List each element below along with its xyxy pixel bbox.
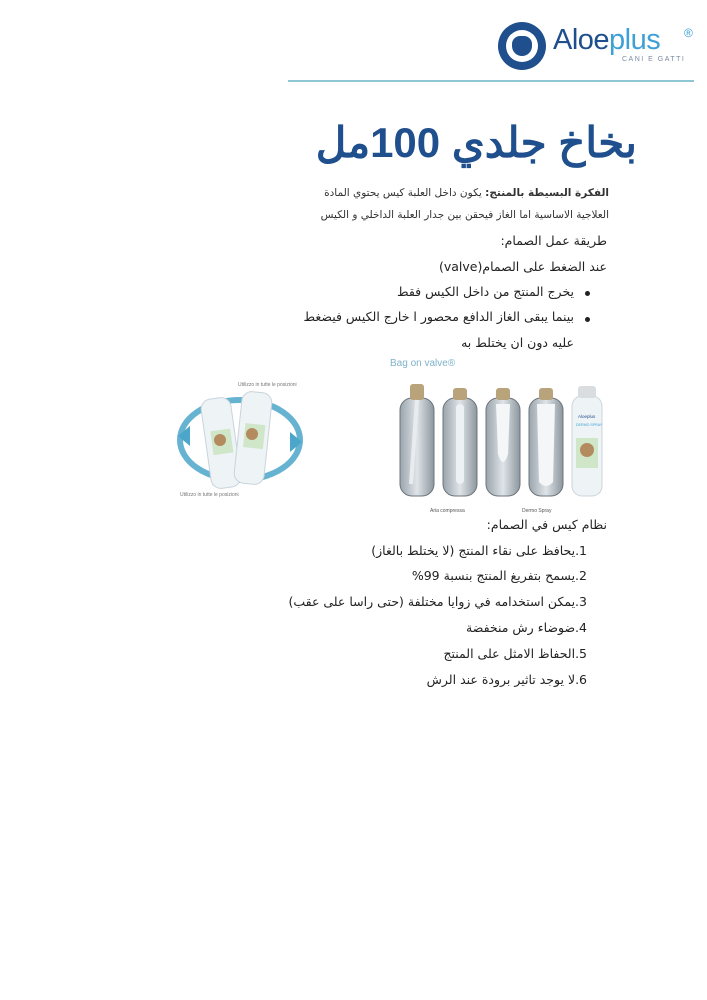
valve-bullet-1: يخرج المنتج من داخل الكيس فقط	[396, 284, 574, 299]
benefit-item-2: 2.يسمح بتفريغ المنتج بنسبة 99%	[411, 568, 587, 583]
logo-tagline: CANI E GATTI	[622, 56, 686, 63]
benefit-item-6: 6.لا يوجد تاثير برودة عند الرش	[426, 672, 587, 687]
benefit-item-1: 1.يحافظ على نقاء المنتج (لا يختلط بالغاز)	[371, 543, 587, 558]
intro-text-1: يكون داخل العلبة كيس يحتوي المادة	[324, 187, 482, 199]
intro-line-2: العلاجية الاساسية اما الغاز فيحقن بين جدار العلبة الداخلي و الكيس	[320, 209, 609, 221]
logo-plus-text: plus	[609, 24, 661, 56]
rotation-product-image	[176, 378, 304, 500]
bag-on-valve-label: Bag on valve®	[390, 358, 456, 369]
valve-bullet-2: بينما يبقى الغاز الدافع محصور ا خارج الكيس فيضغط	[303, 309, 574, 324]
valve-heading: طريقة عمل الصمام:	[500, 233, 607, 248]
benefit-item-4: 4.ضوضاء رش منخفضة	[466, 620, 587, 635]
intro-line-1	[324, 187, 609, 199]
can-product-text: DERMO SPRAY	[576, 423, 603, 427]
benefit-item-3: 3.يمكن استخدامه في زوايا مختلفة (حتى راسا على عقب)	[288, 594, 587, 609]
logo-wordmark	[553, 24, 660, 57]
can-brand-text: Aloeplus	[578, 414, 596, 419]
valve-subheading: عند الضغط على الصمام(valve)	[438, 259, 607, 274]
logo-icon	[498, 22, 546, 70]
bullet-dot	[585, 291, 590, 296]
intro-label: الفكرة البسيطة بالمنتج:	[485, 187, 609, 199]
bag-on-valve-diagram	[388, 374, 610, 516]
page-title: بخاخ جلدي 100مل	[315, 119, 637, 166]
arrow-text-top: Utilizzo in tutte le posizioni	[238, 382, 297, 388]
bullet-dot	[585, 317, 590, 322]
logo-main-text: Aloe	[553, 24, 610, 56]
benefit-item-5: 5.الحفاظ الامثل على المنتج	[443, 646, 587, 661]
caption-dermo: Dermo Spray	[522, 508, 552, 514]
valve-bullet-2-continuation: عليه دون ان يختلط به	[461, 335, 574, 350]
benefits-heading: نظام كيس في الصمام:	[486, 517, 607, 532]
logo-registered-mark: ®	[684, 26, 693, 40]
header-divider	[288, 80, 694, 82]
arrow-text-bottom: Utilizzo in tutte le posizioni	[180, 492, 239, 498]
caption-air: Aria compressa	[430, 508, 465, 514]
